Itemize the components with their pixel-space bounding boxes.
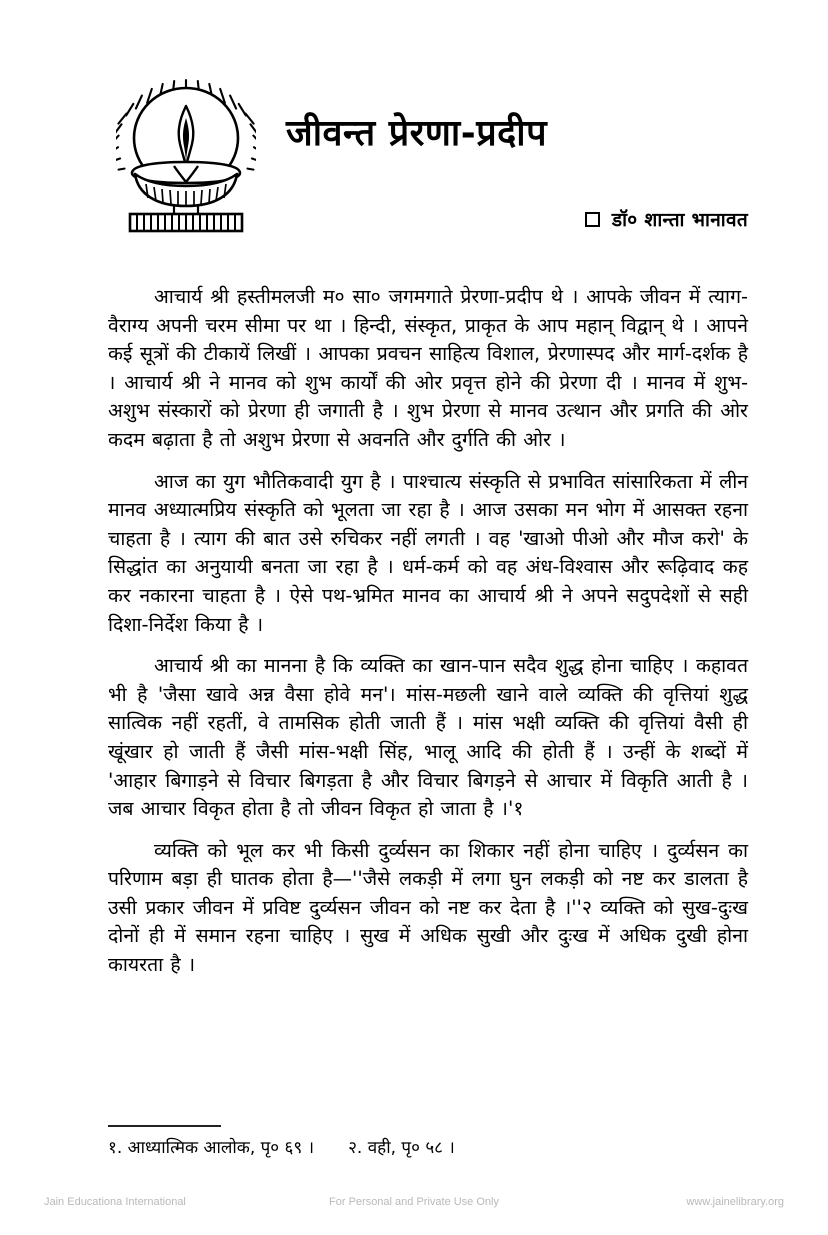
footer-website-url[interactable]: www.jainelibrary.org: [686, 1196, 784, 1208]
article-body: [108, 283, 748, 980]
page-footer: [0, 1196, 828, 1218]
footer-usage-notice: For Personal and Private Use Only: [329, 1196, 499, 1208]
footnote-item: २. वही, पृ० ५८ ।: [348, 1138, 455, 1158]
paragraph: व्यक्ति को भूल कर भी किसी दुर्व्यसन का शिकार नहीं होना चाहिए । दुर्व्यसन का परिणाम बड़ा ही घातक होता है—''जैसे लकड़ी में लगा घुन लकड़ी को नष्ट कर डालता है उसी प्रकार जीवन में प्रविष्ट दुर्व्यसन जीवन को नष्ट कर देता है ।''२ व्यक्ति को सुख-दुःख दोनों ही में समान रहना चाहिए । सुख में अधिक सुखी और दुःख में अधिक दुखी होना कायरता है ।: [108, 838, 748, 977]
article-header: [108, 78, 748, 253]
paragraph: आज का युग भौतिकवादी युग है । पाश्चात्य संस्कृति से प्रभावित सांसारिकता में लीन मानव अध्यात्मप्रिय संस्कृति को भूलता जा रहा है । आज उसका मन भोग में आसक्त रहना चाहता है । त्याग की बात उसे रुचिकर नहीं लगती । वह 'खाओ पीओ और मौज करो' के सिद्धांत का अनुयायी बनता जा रहा है । धर्म-कर्म को वह अंध-विश्वास और रूढ़िवाद कह कर नकारना चाहता है । ऐसे पथ-भ्रमित मानव का आचार्य श्री ने अपने सदुपदेशों से सही दिशा-निर्देश किया है ।: [108, 469, 748, 636]
jain-oil-lamp-diya-logo: [116, 78, 256, 238]
byline-square-bullet-icon: [585, 212, 600, 227]
footnote-separator-rule: [108, 1125, 221, 1127]
footnote-list: [108, 1136, 748, 1160]
paragraph: आचार्य श्री का मानना है कि व्यक्ति का खान-पान सदैव शुद्ध होना चाहिए । कहावत भी है 'जैसा खावे अन्न वैसा होवे मन'। मांस-मछली खाने वाले व्यक्ति की वृत्तियां शुद्ध सात्विक नहीं रहतीं, वे तामसिक होती जाती हैं । मांस भक्षी व्यक्ति की वृत्तियां वैसी ही खूंखार हो जाती हैं जैसी मांस-भक्षी सिंह, भालू आदि की होती हैं । उन्हीं के शब्दों में 'आहार बिगाड़ने से विचार बिगड़ता है और विचार बिगड़ने से आचार में विकृति आती है । जब आचार विकृत होता है तो जीवन विकृत हो जाता है ।'१: [108, 654, 748, 821]
page-title: जीवन्त प्रेरणा-प्रदीप: [286, 113, 548, 154]
footnote-item: १. आध्यात्मिक आलोक, पृ० ६९ ।: [108, 1138, 315, 1158]
author-name: डॉ० शान्ता भानावत: [611, 209, 748, 231]
footer-organization: Jain Educationa International: [44, 1196, 186, 1208]
byline: [585, 206, 748, 232]
paragraph: आचार्य श्री हस्तीमलजी म० सा० जगमगाते प्रेरणा-प्रदीप थे । आपके जीवन में त्याग-वैराग्य अपनी चरम सीमा पर था । हिन्दी, संस्कृत, प्राकृत के आप महान् विद्वान् थे । आपने कई सूत्रों की टीकायें लिखीं । आपका प्रवचन साहित्य विशाल, प्रेरणास्पद और मार्ग-दर्शक है । आचार्य श्री ने मानव को शुभ कार्यों की ओर प्रवृत्त होने की प्रेरणा दी । मानव में शुभ-अशुभ संस्कारों को प्रेरणा ही जगाती है । शुभ प्रेरणा से मानव उत्थान और प्रगति की ओर कदम बढ़ाता है तो अशुभ प्रेरणा से अवनति और दुर्गति की ओर ।: [108, 285, 748, 451]
